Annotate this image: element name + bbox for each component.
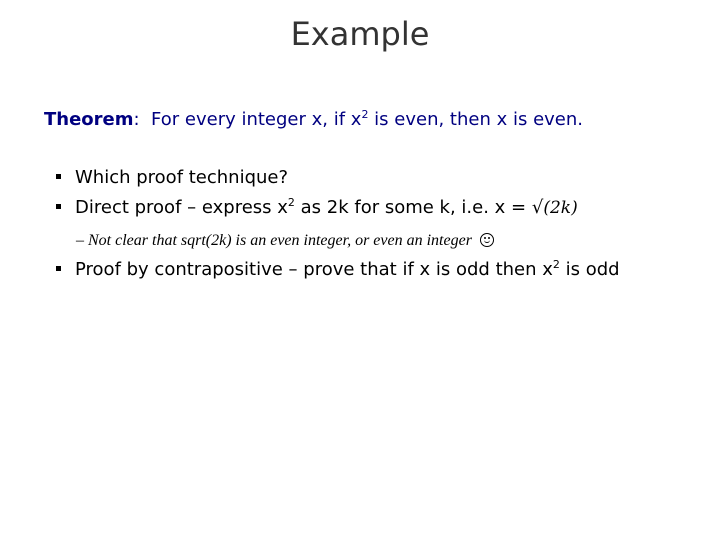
- slide-title: Example: [290, 15, 430, 53]
- bullet-exponent: 2: [287, 196, 295, 209]
- bullet-item-contrapositive: [56, 256, 620, 284]
- square-bullet-icon: [56, 204, 61, 209]
- bullet-text-middle: as 2k for some k, i.e. x =: [294, 197, 532, 218]
- theorem-text-end: is even, then x is even.: [368, 109, 584, 130]
- bullet-text-start: Direct proof – express x: [75, 197, 288, 218]
- bullet-item-technique: [56, 164, 288, 192]
- square-bullet-icon: [56, 266, 61, 271]
- square-bullet-icon: [56, 174, 61, 179]
- theorem-colon: :: [133, 109, 140, 130]
- sqrt-symbol: √: [531, 197, 544, 218]
- theorem-label: Theorem: [44, 109, 134, 130]
- theorem-exponent: 2: [361, 108, 369, 121]
- bullet-text-end: is odd: [559, 259, 620, 280]
- theorem-text-start: For every integer x, if x: [151, 109, 362, 130]
- sub-bullet-text: Not clear that sqrt(2k) is an even integer, or even an integer: [84, 232, 472, 249]
- sub-bullet-dash: –: [76, 232, 84, 249]
- smiley-face-icon: [480, 233, 494, 247]
- bullet-exponent: 2: [552, 258, 560, 271]
- math-expression: (2k): [543, 198, 578, 218]
- theorem-statement: [44, 106, 583, 134]
- bullet-item-direct-proof: [56, 194, 578, 222]
- bullet-text: Which proof technique?: [75, 167, 289, 188]
- bullet-text-start: Proof by contrapositive – prove that if x is odd then x: [75, 259, 553, 280]
- sub-bullet-item: [76, 230, 494, 252]
